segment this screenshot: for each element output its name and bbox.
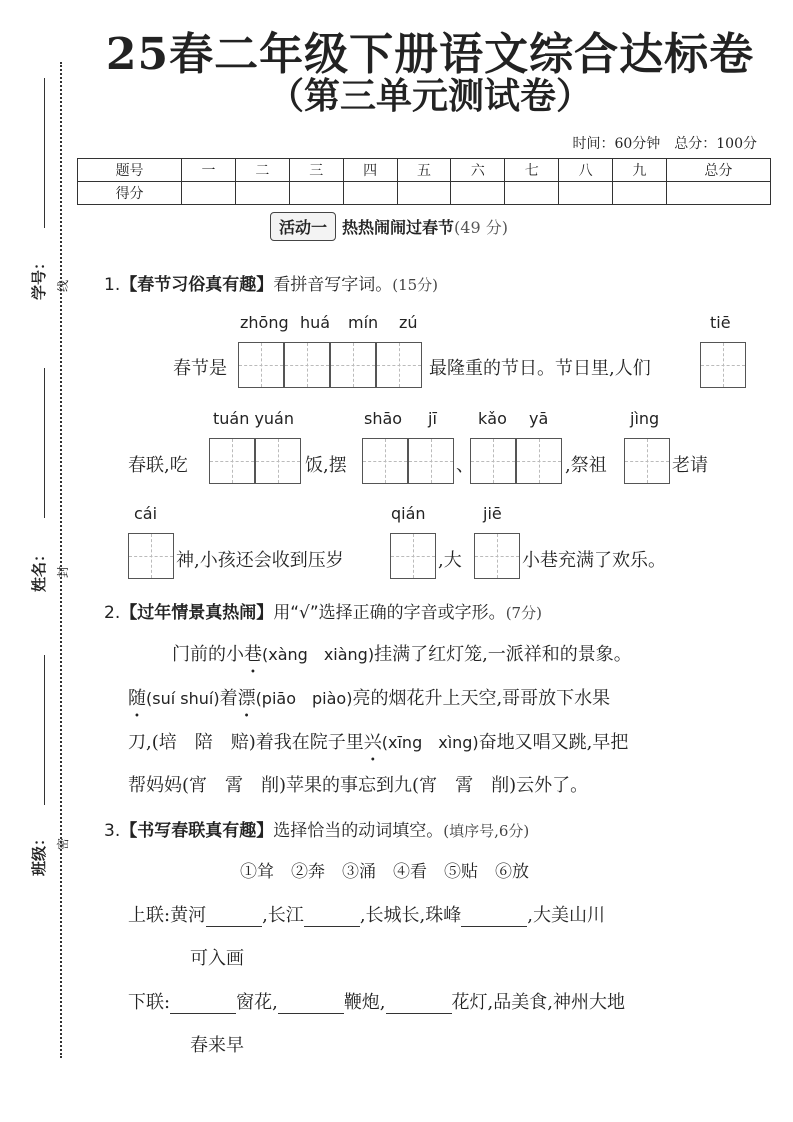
activity-heading (270, 212, 508, 241)
writing-box[interactable] (284, 342, 330, 388)
table-cell: 九 (613, 159, 667, 182)
question-score: (7分) (505, 604, 542, 622)
pinyin-label: huá (300, 313, 331, 332)
text-segment: 挂满了红灯笼,一派祥和的景象。 (374, 644, 632, 665)
writing-box[interactable] (624, 438, 670, 484)
pinyin-label: qián (391, 504, 426, 523)
binding-mark-feng: 封 (56, 565, 70, 578)
paragraph-line[interactable]: 帮妈妈(宵 霄 削)苹果的事忘到九(宵 霄 削)云外了。 (128, 775, 589, 796)
writing-box[interactable] (474, 533, 520, 579)
writing-box[interactable] (128, 533, 174, 579)
table-cell: 总分 (666, 159, 770, 182)
question-score: (15分) (392, 276, 439, 294)
text-segment: 春联,吃 (128, 455, 188, 476)
pinyin-label: tuán yuán (213, 409, 294, 428)
paragraph-line (128, 728, 628, 754)
score-input-cell[interactable] (182, 182, 236, 205)
answer-blank[interactable] (278, 995, 344, 1014)
table-cell: 得分 (78, 182, 182, 205)
text-segment: 黄河 (170, 905, 207, 926)
question-3-header (104, 816, 529, 841)
text-segment: 小巷充满了欢乐。 (522, 550, 666, 571)
score-input-cell[interactable] (289, 182, 343, 205)
table-cell: 七 (505, 159, 559, 182)
table-row (78, 182, 771, 205)
table-cell: 题号 (78, 159, 182, 182)
couplet-lower-line-2: 春来早 (190, 1035, 244, 1056)
student-id-line[interactable] (44, 78, 45, 228)
pinyin-label: kǎo (478, 409, 507, 428)
couplet-upper-line (128, 901, 605, 927)
writing-box[interactable] (238, 342, 284, 388)
student-id-label: 学号： (30, 254, 48, 300)
pinyin-label: shāo (364, 409, 403, 428)
score-input-cell[interactable] (397, 182, 451, 205)
writing-box[interactable] (408, 438, 454, 484)
score-input-cell[interactable] (343, 182, 397, 205)
answer-blank[interactable] (386, 995, 452, 1014)
pinyin-label: tiē (710, 313, 731, 332)
activity-score: (49 分) (454, 218, 508, 237)
dotted-char: 兴 (363, 732, 382, 753)
text-segment: ,大 (438, 550, 462, 571)
writing-box[interactable] (470, 438, 516, 484)
table-cell: 四 (343, 159, 397, 182)
paragraph-line (128, 684, 610, 710)
pinyin-choice[interactable]: (xàng xiàng) (262, 645, 375, 664)
writing-box[interactable] (516, 438, 562, 484)
answer-blank[interactable] (206, 908, 262, 927)
table-cell: 五 (397, 159, 451, 182)
question-text: 用“√”选择正确的字音或字形。 (273, 603, 506, 623)
text-segment: 、 (456, 455, 474, 476)
name-line[interactable] (44, 368, 45, 518)
pinyin-choice[interactable]: (suí shuí) (146, 689, 220, 708)
question-text: 选择恰当的动词填空。 (273, 821, 444, 841)
verb-options: ①耸 ②奔 ③涌 ④看 ⑤贴 ⑥放 (240, 862, 529, 882)
text-segment: ,大美山川 (527, 905, 605, 926)
score-input-cell[interactable] (235, 182, 289, 205)
answer-blank[interactable] (304, 908, 360, 927)
question-number: 3. (104, 821, 121, 841)
couplet-lower-line (128, 988, 625, 1014)
writing-box[interactable] (255, 438, 301, 484)
table-row (78, 159, 771, 182)
pinyin-label: zhōng (240, 313, 289, 332)
pinyin-label: jiē (483, 504, 502, 523)
class-line[interactable] (44, 655, 45, 805)
score-input-cell[interactable] (666, 182, 770, 205)
score-input-cell[interactable] (451, 182, 505, 205)
text-segment: 花灯,品美食,神州大地 (451, 992, 625, 1013)
dotted-char: 随 (128, 688, 146, 709)
question-score: (填序号,6分) (443, 822, 530, 840)
question-number: 1. (104, 275, 121, 295)
table-cell: 三 (289, 159, 343, 182)
writing-box[interactable] (209, 438, 255, 484)
text-segment: ,祭祖 (565, 455, 607, 476)
pinyin-label: jìng (630, 409, 660, 428)
couplet-label: 下联: (128, 992, 171, 1013)
text-segment: 门前的小 (172, 644, 244, 665)
table-cell: 一 (182, 159, 236, 182)
score-input-cell[interactable] (559, 182, 613, 205)
text-segment: 饭,摆 (305, 455, 347, 476)
writing-box[interactable] (376, 342, 422, 388)
score-table (77, 158, 771, 205)
writing-box[interactable] (700, 342, 746, 388)
activity-title: 热热闹闹过春节 (342, 218, 455, 237)
binding-mark-xian: 线 (56, 279, 70, 292)
pinyin-label: yā (529, 409, 549, 428)
text-segment: 鞭炮, (343, 992, 386, 1013)
question-heading: 【春节习俗真有趣】 (120, 275, 274, 295)
dotted-char: 漂 (237, 688, 256, 709)
text-segment: 老请 (672, 455, 708, 476)
text-segment: ,长城长,珠峰 (359, 905, 462, 926)
page-subtitle: （第三单元测试卷） (267, 75, 592, 117)
writing-box[interactable] (330, 342, 376, 388)
table-cell: 六 (451, 159, 505, 182)
pinyin-label: mín (348, 313, 379, 332)
text-segment: 窗花, (236, 992, 278, 1013)
class-label: 班级： (30, 830, 48, 876)
pinyin-label: zú (399, 313, 418, 332)
text-segment: 神,小孩还会收到压岁 (176, 550, 344, 571)
pinyin-label: cái (134, 504, 158, 523)
writing-box[interactable] (362, 438, 408, 484)
writing-box[interactable] (390, 533, 436, 579)
score-input-cell[interactable] (505, 182, 559, 205)
name-label: 姓名： (30, 546, 48, 592)
binding-dotted-line (60, 62, 62, 1058)
text-segment: ,长江 (262, 905, 304, 926)
time-info: 时间：60分钟 总分：100分 (572, 136, 757, 152)
dotted-char: 巷 (244, 644, 262, 665)
page-title: 25春二年级下册语文综合达标卷 (105, 29, 755, 80)
binding-mark-mi: 密 (56, 837, 70, 850)
text-segment: 着 (219, 688, 238, 709)
text-segment: 春节是 (173, 358, 227, 379)
question-2-header (104, 598, 542, 623)
pinyin-label: jī (428, 409, 437, 428)
activity-tag: 活动一 (270, 212, 336, 241)
text-segment: 最隆重的节日。节日里,人们 (429, 358, 651, 379)
table-cell: 八 (559, 159, 613, 182)
couplet-upper-line-2: 可入画 (190, 948, 244, 969)
pinyin-choice[interactable]: (piāo piào) (255, 689, 353, 708)
answer-blank[interactable] (170, 995, 236, 1014)
question-heading: 【书写春联真有趣】 (120, 821, 274, 841)
pinyin-choice[interactable]: (xīng xìng) (381, 733, 479, 752)
score-input-cell[interactable] (613, 182, 667, 205)
question-number: 2. (104, 603, 121, 623)
paragraph-line (172, 640, 632, 666)
answer-blank[interactable] (461, 908, 527, 927)
question-text: 看拼音写字词。 (273, 275, 393, 295)
couplet-label: 上联: (128, 905, 171, 926)
text-segment: 奋地又唱又跳,早把 (478, 732, 629, 753)
table-cell: 二 (235, 159, 289, 182)
question-heading: 【过年情景真热闹】 (120, 603, 274, 623)
text-segment: 亮的烟花升上天空,哥哥放下水果 (352, 688, 611, 709)
question-1-header (104, 270, 438, 295)
char-choice-text[interactable]: 刀,(培 陪 赔)着我在院子里 (128, 732, 364, 753)
